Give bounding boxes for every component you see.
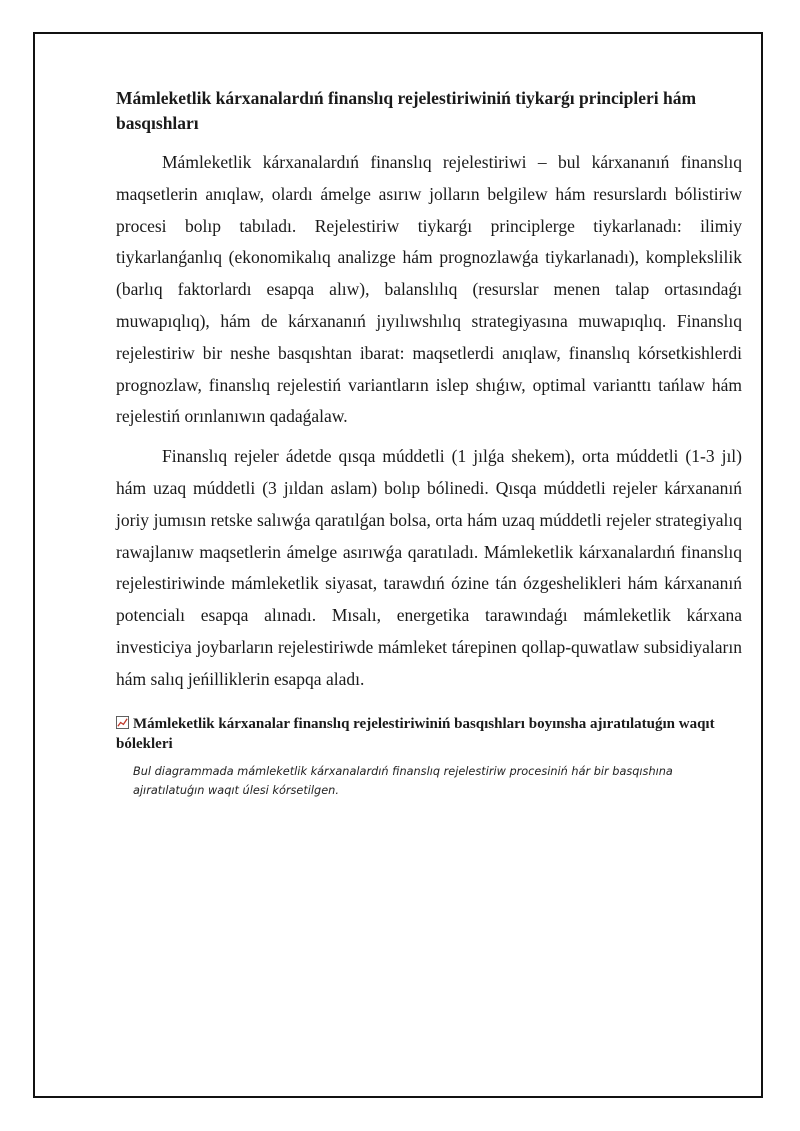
document-body <box>116 86 742 800</box>
figure-title-row <box>116 714 742 754</box>
paragraph-2: Finanslıq rejeler ádetde qısqa múddetli (1 jılǵa shekem), orta múddetli (1-3 jıl) hám uzaq múddetli (3 jıldan aslam) bolıp bólinedi. Qısqa múddetli rejeler kárxananıń joriy jumısın retske salıwǵa qaratılǵan bolsa, orta hám uzaq múddetli rejeler strategiyalıq rawajlanıw maqsetlerin ámelge asırıwǵa qaratıladı. Mámleketlik kárxanalardıń finanslıq rejelestiriwinde mámleketlik siyasat, tarawdıń ózine tán ózgeshelikleri hám kárxananıń potencialı esapqa alınadı. Mısalı, energetika tarawındaǵı mámleketlik kárxana investiciya joybarların rejelestiriwde mámleket tárepinen qollap-quwatlaw subsidiyaların hám salıq jeńilliklerin esapqa aladı. <box>116 446 742 689</box>
section-heading: Mámleketlik kárxanalardıń finanslıq rejelestiriwiniń tiykarǵı principleri hám basqıshları <box>116 88 697 133</box>
chart-increasing-icon <box>116 716 129 729</box>
paragraph-1: Mámleketlik kárxanalardıń finanslıq rejelestiriwi – bul kárxananıń finanslıq maqsetlerin anıqlaw, olardı ámelge asırıw jolların belgilew hám resurslardı bólistiriw procesi bolıp tabıladı. Rejelestiriw tiykarǵı principlerge tiykarlanadı: ilimiy tiykarlanǵanlıq (ekonomikalıq analizge hám prognozlawǵa tiykarlanadı), komplekslilik (barlıq faktorlardı esapqa alıw), balanslılıq (resurslar menen talap ortasındaǵı muwapıqlıq), hám de kárxananıń jıyılıwshılıq strategiyasına muwapıqlıq. Finanslıq rejelestiriw bir neshe basqıshtan ibarat: maqsetlerdi anıqlaw, finanslıq kórsetkishlerdi prognozlaw, finanslıq rejelestiń variantların islep shıǵıw, optimal varianttı tańlaw hám rejelestiń orınlanıwın qadaǵalaw. <box>116 152 742 427</box>
figure-caption: Bul diagrammada mámleketlik kárxanalardıń finanslıq rejelestiriw procesiniń hár bir basqıshına ajıratılatuǵın waqıt úlesi kórsetilgen. <box>133 764 673 797</box>
figure-title: Mámleketlik kárxanalar finanslıq rejelestiriwiniń basqıshları boyınsha ajıratılatuǵın waqıt bólekleri <box>116 715 715 752</box>
